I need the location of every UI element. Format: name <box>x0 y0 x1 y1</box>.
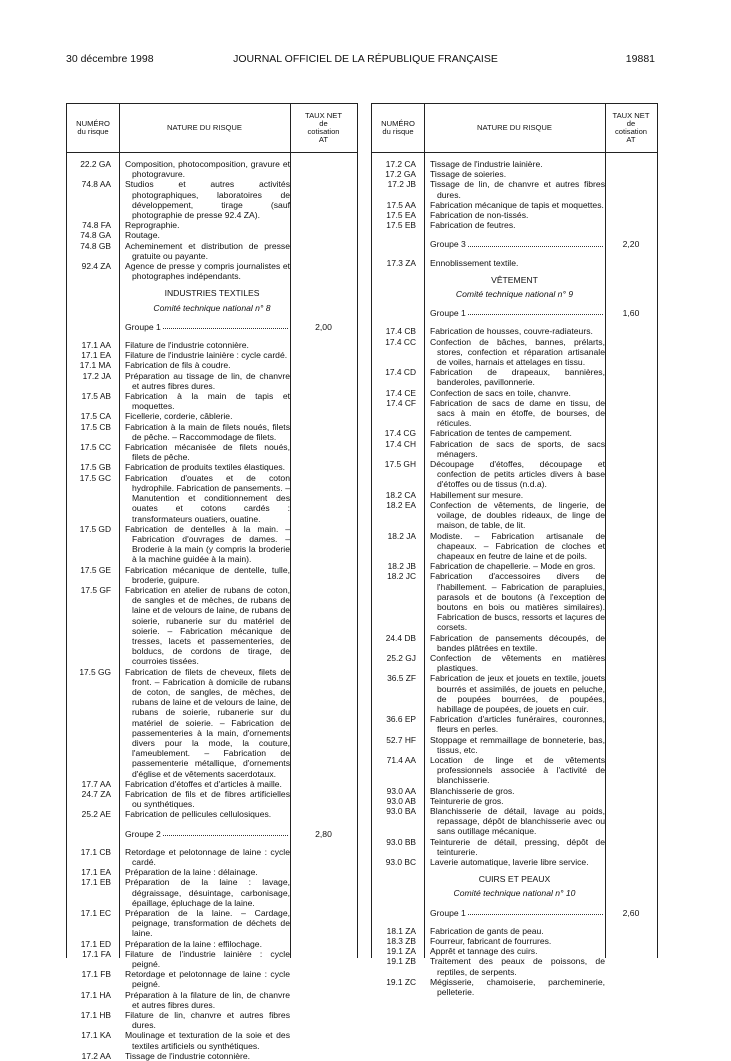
risk-description: Découpage d'étoffes, découpage et confection de petits articles divers à base d'étoffes ou de tissus (n.d.a). <box>430 459 605 490</box>
risk-code: 17.5 CA <box>80 411 111 422</box>
risk-description: Fabrication de filets de cheveux, filets de front. – Fabrication à domicile de rubans de coton, de sangles, de mèches, de rubans de laine et de velours de laine, de rubans de soierie, rubanerie sur du matériel de soierie. – Fabrication de passementeries à la main, d'ornements divers pour la mode, la couture, l'ameublement. – Fabrication de passementerie métallique, d'ornements d'église et de vêtements sacerdotaux. <box>125 666 290 779</box>
table-row <box>372 179 657 199</box>
header-date: 30 décembre 1998 <box>66 53 154 65</box>
risk-code: 17.5 GE <box>80 564 111 575</box>
table-row <box>372 857 657 867</box>
risk-description: Habillement sur mesure. <box>430 489 524 500</box>
table-row <box>67 789 357 809</box>
risk-code: 17.5 CC <box>80 442 111 453</box>
risk-code: 52.7 HF <box>386 734 416 745</box>
risk-description: Fourreur, fabricant de fourrures. <box>430 936 552 947</box>
risk-description: Blanchisserie de détail, lavage au poids, repassage, dépôt de blanchisserie avec ou sans outillage mécanique. <box>430 805 605 837</box>
risk-code: 17.2 GA <box>385 169 416 180</box>
table-row <box>372 169 657 179</box>
committee-subheading: Comité technique national n° 10 <box>453 888 576 899</box>
table-row <box>372 735 657 755</box>
rate-column-header: TAUX NET de cotisation AT <box>612 111 650 144</box>
risk-description: Fabrication de non-tissés. <box>430 210 529 221</box>
table-row <box>67 969 357 989</box>
table-row <box>67 230 357 240</box>
table-row <box>372 459 657 490</box>
table-row <box>372 159 657 169</box>
table-row <box>372 946 657 956</box>
table-row <box>372 210 657 220</box>
risk-code: 17.3 ZA <box>386 257 416 268</box>
risk-description: Fabrication d'étoffes et d'articles à maille. <box>125 778 282 789</box>
right-table-header <box>372 103 657 153</box>
risk-code: 74.8 AA <box>81 179 111 190</box>
risk-description: Fabrication de pellicules cellulosiques. <box>125 809 272 820</box>
risk-description: Laverie automatique, laverie libre service. <box>430 857 589 867</box>
risk-code: 18.2 JB <box>387 561 416 572</box>
table-row <box>67 847 357 867</box>
risk-code: 24.4 DB <box>385 632 416 643</box>
risk-code: 17.2 AA <box>81 1050 111 1061</box>
committee-subheading: Comité technique national n° 9 <box>455 289 574 300</box>
table-row <box>67 462 357 472</box>
group-rate: 1,60 <box>622 308 640 319</box>
risk-description: Préparation de la laine : effilochage. <box>125 938 262 949</box>
risk-description: Fabrication de chapellerie. – Mode en gros. <box>430 561 596 572</box>
table-row <box>67 809 357 819</box>
left-table-body <box>67 159 357 1061</box>
risk-description: Filature de l'industrie lainière : cycle peigné. <box>125 948 290 970</box>
table-row <box>67 877 357 908</box>
risk-code: 18.3 ZB <box>386 936 416 947</box>
risk-description: Studios et autres activités photographiques, laboratoires de développement, tirage (sauf photographie de presse 92.4 ZA). <box>125 179 290 221</box>
risk-description: Apprêt et tannage des cuirs. <box>430 946 538 957</box>
risk-code: 36.6 EP <box>386 714 416 725</box>
risk-code: 17.4 CC <box>385 336 416 347</box>
table-row <box>67 473 357 524</box>
table-row <box>372 561 657 571</box>
committee-subheading: Comité technique national n° 8 <box>153 302 271 313</box>
table-row <box>67 667 357 779</box>
group-row <box>67 322 357 332</box>
risk-description: Confection de vêtements en matières plastiques. <box>430 652 605 674</box>
risk-code: 17.5 EA <box>386 210 416 221</box>
risk-description: Location de linge et de vêtements professionnels associée à l'activité de blanchisserie. <box>430 754 605 786</box>
table-row <box>67 261 357 281</box>
risk-code: 17.2 CA <box>385 159 416 169</box>
table-row <box>372 398 657 429</box>
risk-code: 17.5 GH <box>384 459 416 470</box>
group-label: Groupe 1 <box>430 308 466 319</box>
group-row <box>372 908 657 918</box>
risk-code: 22.2 GA <box>80 159 111 169</box>
risk-description: Tissage de soieries. <box>430 169 507 180</box>
risk-description: Fabrication de jeux et jouets en textile, jouets bourrés et assimilés, de jouets en peluche, de poupées bourrées, de poupées, habillage de poupées, de jouets en cuir. <box>430 673 605 714</box>
risk-code: 17.5 GD <box>79 523 111 534</box>
risk-code: 17.1 FA <box>82 948 111 959</box>
risk-code: 17.7 AA <box>81 778 111 789</box>
risk-description: Fabrication en atelier de rubans de coton, de sangles et de mèches, de rubans de laine et de velours de laine, de rubans de soierie, rubanerie sur du matériel de soierie. – Fabrication mécanique de tresses, lacets et passementeries, de bolducs, de cordons de tirage, de courroies tissées. <box>125 584 290 667</box>
group-row <box>372 308 657 318</box>
table-row <box>372 936 657 946</box>
risk-code: 18.2 EA <box>386 499 416 510</box>
table-row <box>67 949 357 969</box>
table-row <box>67 565 357 585</box>
risk-description: Moulinage et texturation de la soie et des textiles artificiels ou synthétiques. <box>125 1030 290 1051</box>
table-row <box>67 779 357 789</box>
nature-column-header: NATURE DU RISQUE <box>167 123 242 132</box>
group-label: Groupe 3 <box>430 239 466 250</box>
code-column-header: NUMÉRO du risque <box>76 119 110 136</box>
risk-code: 17.2 JB <box>387 179 416 190</box>
risk-description: Fabrication de sacs de dame en tissu, de sacs à main en étoffe, de bourses, de réticules. <box>430 397 605 429</box>
dot-leader <box>163 829 288 836</box>
left-table-header <box>67 103 357 153</box>
risk-code: 19.1 ZB <box>386 956 416 967</box>
risk-code: 17.4 CF <box>386 397 416 408</box>
group-label: Groupe 2 <box>125 828 161 839</box>
group-row <box>67 829 357 839</box>
risk-description: Fabrication de gants de peau. <box>430 925 544 936</box>
table-row <box>372 220 657 230</box>
risk-code: 74.8 GA <box>80 230 111 241</box>
table-row <box>372 633 657 653</box>
group-label: Groupe 1 <box>430 907 466 918</box>
risk-code: 17.5 AA <box>386 199 416 210</box>
table-row <box>372 531 657 562</box>
table-row <box>372 653 657 673</box>
group-rate: 2,60 <box>622 907 640 918</box>
risk-description: Fabrication d'articles funéraires, couronnes, fleurs en perles. <box>430 714 605 735</box>
risk-description: Modiste. – Fabrication artisanale de chapeaux. – Fabrication de cloches et chapeaux en feutre de laine et de poils. <box>430 530 605 561</box>
risk-code: 17.1 HB <box>80 1010 111 1021</box>
dot-leader <box>468 239 603 246</box>
risk-code: 93.0 AB <box>386 795 416 806</box>
table-row <box>67 350 357 360</box>
risk-description: Fabrication mécanique de tapis et moquettes. <box>430 199 604 210</box>
table-row <box>67 220 357 230</box>
table-row <box>67 371 357 391</box>
risk-code: 17.4 CB <box>385 326 416 337</box>
risk-description: Ennoblissement textile. <box>430 257 519 268</box>
risk-description: Tissage de lin, de chanvre et autres fibres dures. <box>430 179 605 200</box>
group-label: Groupe 1 <box>125 321 161 332</box>
risk-description: Composition, photocomposition, gravure et photogravure. <box>125 159 290 180</box>
risk-description: Fabrication de produits textiles élastiques. <box>125 462 286 473</box>
risk-description: Préparation à la filature de lin, de chanvre et autres fibres dures. <box>125 989 290 1010</box>
section-heading: INDUSTRIES TEXTILES <box>164 288 260 299</box>
risk-code: 17.1 EC <box>80 908 111 919</box>
risk-code: 74.8 GB <box>80 240 111 251</box>
risk-code: 93.0 BB <box>386 836 416 847</box>
table-row <box>372 786 657 796</box>
risk-description: Teinturerie de détail, pressing, dépôt de teinturerie. <box>430 836 605 857</box>
risk-description: Teinturerie de gros. <box>430 795 504 806</box>
risk-code: 19.1 ZA <box>386 946 416 957</box>
nature-column-header: NATURE DU RISQUE <box>477 123 552 132</box>
risk-code: 25.2 GJ <box>386 652 416 663</box>
risk-code: 17.1 HA <box>80 989 111 1000</box>
section-heading: VÊTEMENT <box>491 274 538 285</box>
risk-description: Traitement des peaux de poissons, de reptiles, de serpents. <box>430 956 605 977</box>
risk-code: 19.1 ZC <box>386 976 416 987</box>
risk-code: 17.5 EB <box>386 220 416 231</box>
risk-description: Fabrication d'ouates et de coton hydrophile. Fabrication de pansements. – Manutention et conditionnement des ouates et cotons cardés : transformateurs ouatiers, ouatine. <box>125 472 290 524</box>
header-page-number: 19881 <box>625 53 655 65</box>
rate-column-header: TAUX NET de cotisation AT <box>305 111 342 144</box>
risk-description: Tissage de l'industrie lainière. <box>430 159 543 169</box>
risk-description: Fabrication mécanique de dentelle, tulle, broderie, guipure. <box>125 564 290 585</box>
section-heading: CUIRS ET PEAUX <box>478 874 551 885</box>
risk-code: 17.5 AB <box>81 391 111 402</box>
table-row <box>67 241 357 261</box>
table-row <box>372 337 657 368</box>
risk-code: 17.2 JA <box>82 370 111 381</box>
risk-description: Fabrication mécanisée de filets noués, filets de pêche. <box>125 442 290 463</box>
risk-code: 17.1 EB <box>81 877 111 888</box>
risk-description: Fabrication de pansements découpés, de bandes plâtrées en textile. <box>430 632 605 653</box>
risk-code: 17.1 EA <box>81 350 111 361</box>
table-row <box>67 159 357 179</box>
risk-description: Fabrication à la main de filets noués, filets de pêche. – Raccommodage de filets. <box>125 421 290 442</box>
risk-code: 17.1 ED <box>80 938 111 949</box>
risk-description: Tissage de l'industrie cotonnière. <box>125 1050 251 1061</box>
risk-code: 17.1 KA <box>81 1030 111 1041</box>
table-row <box>372 388 657 398</box>
right-table-body <box>372 159 657 997</box>
risk-description: Préparation au tissage de lin, de chanvre et autres fibres dures. <box>125 370 290 391</box>
group-rate: 2,20 <box>622 239 640 250</box>
risk-code: 18.2 JA <box>387 530 416 541</box>
table-row <box>372 500 657 531</box>
risk-description: Retordage et pelotonnage de laine : cycle cardé. <box>125 846 290 867</box>
table-row <box>372 326 657 336</box>
risk-code: 93.0 BC <box>385 857 416 867</box>
table-row <box>67 524 357 565</box>
right-risk-table <box>371 103 658 998</box>
risk-description: Fabrication de fils à coudre. <box>125 360 231 371</box>
risk-code: 74.8 FA <box>82 220 111 231</box>
risk-description: Fabrication de feutres. <box>430 220 516 231</box>
table-row <box>67 340 357 350</box>
risk-code: 18.2 JC <box>387 571 416 582</box>
risk-description: Confection de vêtements, de lingerie, de voilage, de doubles rideaux, de linge de maison, de table, de lit. <box>430 499 605 531</box>
risk-code: 17.1 EA <box>81 867 111 878</box>
risk-code: 24.7 ZA <box>81 788 111 799</box>
risk-code: 17.1 FB <box>81 969 111 980</box>
risk-description: Reprographie. <box>125 220 180 231</box>
dot-leader <box>468 308 603 315</box>
risk-description: Fabrication de tentes de campement. <box>430 428 572 439</box>
risk-description: Fabrication de housses, couvre-radiateurs. <box>430 326 593 337</box>
risk-code: 17.5 GG <box>79 666 111 677</box>
table-row <box>67 908 357 939</box>
risk-code: 36.5 ZF <box>387 673 416 684</box>
risk-description: Fabrication de dentelles à la main. – Fabrication d'ouvrages de dames. – Broderie à la main (y compris la broderie à la machine guidée à la main). <box>125 523 290 565</box>
risk-code: 17.4 CG <box>384 428 416 439</box>
table-row <box>67 1010 357 1030</box>
table-row <box>372 367 657 387</box>
table-row <box>372 673 657 714</box>
risk-description: Fabrication de sacs de sports, de sacs ménagers. <box>430 438 605 459</box>
table-row <box>67 411 357 421</box>
risk-description: Confection de sacs en toile, chanvre. <box>430 387 571 398</box>
risk-code: 25.2 AE <box>81 809 111 820</box>
table-row <box>67 990 357 1010</box>
risk-description: Mégisserie, chamoiserie, parcheminerie, pelleterie. <box>430 976 605 998</box>
risk-code: 93.0 AA <box>386 785 416 796</box>
risk-code: 92.4 ZA <box>81 261 111 272</box>
table-row <box>67 585 357 667</box>
table-row <box>67 442 357 462</box>
risk-code: 17.4 CD <box>385 367 416 378</box>
dot-leader <box>163 322 288 329</box>
risk-description: Stoppage et remmaillage de bonneterie, bas, tissus, etc. <box>430 734 605 755</box>
risk-description: Confection de bâches, bannes, prélarts, stores, confection et réparation artisanale de voiles, harnais et attelages en tissu. <box>430 336 605 368</box>
risk-description: Préparation de la laine. – Cardage, peignage, transformation de déchets de laine. <box>125 908 290 939</box>
table-row <box>372 977 657 997</box>
table-row <box>67 939 357 949</box>
left-risk-table <box>66 103 358 1061</box>
table-row <box>67 867 357 877</box>
risk-code: 17.5 GC <box>79 472 111 483</box>
table-row <box>372 714 657 734</box>
risk-description: Fabrication à la main de tapis et moquettes. <box>125 391 290 412</box>
risk-code: 17.4 CE <box>385 387 416 398</box>
table-row <box>67 1030 357 1050</box>
risk-code: 17.1 AA <box>81 340 111 351</box>
table-row <box>372 755 657 786</box>
risk-description: Blanchisserie de gros. <box>430 785 515 796</box>
risk-code: 18.1 ZA <box>386 925 416 936</box>
risk-description: Ficellerie, corderie, câblerie. <box>125 411 233 422</box>
risk-description: Filature de lin, chanvre et autres fibres dures. <box>125 1010 290 1031</box>
dot-leader <box>468 908 603 915</box>
table-row <box>372 571 657 632</box>
risk-description: Fabrication de fils et de fibres artificielles ou synthétiques. <box>125 788 290 810</box>
risk-code: 17.5 CB <box>80 421 111 432</box>
table-row <box>372 926 657 936</box>
risk-description: Agence de presse y compris journalistes et photographes indépendants. <box>125 261 290 282</box>
table-row <box>372 796 657 806</box>
risk-description: Fabrication de drapeaux, bannières, banderoles, pavillonnerie. <box>430 367 605 388</box>
risk-code: 18.2 CA <box>385 489 416 500</box>
risk-code: 71.4 AA <box>386 754 416 765</box>
table-row <box>67 391 357 411</box>
header-title: JOURNAL OFFICIEL DE LA RÉPUBLIQUE FRANÇAISE <box>233 53 498 65</box>
risk-code: 17.5 GB <box>80 462 111 473</box>
risk-description: Préparation de la laine : lavage, dégraissage, désuintage, carbonisage, épaillage, épluchage de la laine. <box>125 877 290 908</box>
table-row <box>67 422 357 442</box>
table-row <box>372 200 657 210</box>
risk-description: Routage. <box>125 230 160 241</box>
risk-description: Préparation de la laine : délainage. <box>125 867 258 878</box>
risk-description: Acheminement et distribution de presse gratuite ou payante. <box>125 240 290 261</box>
table-row <box>372 258 657 268</box>
table-row <box>67 179 357 220</box>
group-rate: 2,00 <box>315 321 332 332</box>
risk-description: Retordage et pelotonnage de laine : cycle peigné. <box>125 969 290 990</box>
code-column-header: NUMÉRO du risque <box>381 119 415 136</box>
table-row <box>372 490 657 500</box>
table-row <box>67 1051 357 1061</box>
risk-code: 17.1 CB <box>80 846 111 857</box>
risk-description: Fabrication d'accessoires divers de l'habillement. – Fabrication de parapluies, parasols et de boutons (à l'exception de boutons en bois ou matières similaires). Fabrication de buscs, ressorts et laçures de corsets. <box>430 571 605 633</box>
risk-description: Filature de l'industrie lainière : cycle cardé. <box>125 350 288 361</box>
table-row <box>372 428 657 438</box>
table-row <box>67 360 357 370</box>
table-row <box>372 837 657 857</box>
table-row <box>372 806 657 837</box>
risk-code: 17.4 CH <box>385 438 416 449</box>
group-row <box>372 239 657 249</box>
table-row <box>372 439 657 459</box>
table-row <box>372 956 657 976</box>
group-rate: 2,80 <box>315 828 332 839</box>
risk-code: 93.0 BA <box>386 805 416 816</box>
risk-description: Filature de l'industrie cotonnière. <box>125 340 249 351</box>
risk-code: 17.1 MA <box>79 360 111 371</box>
risk-code: 17.5 GF <box>80 584 111 595</box>
